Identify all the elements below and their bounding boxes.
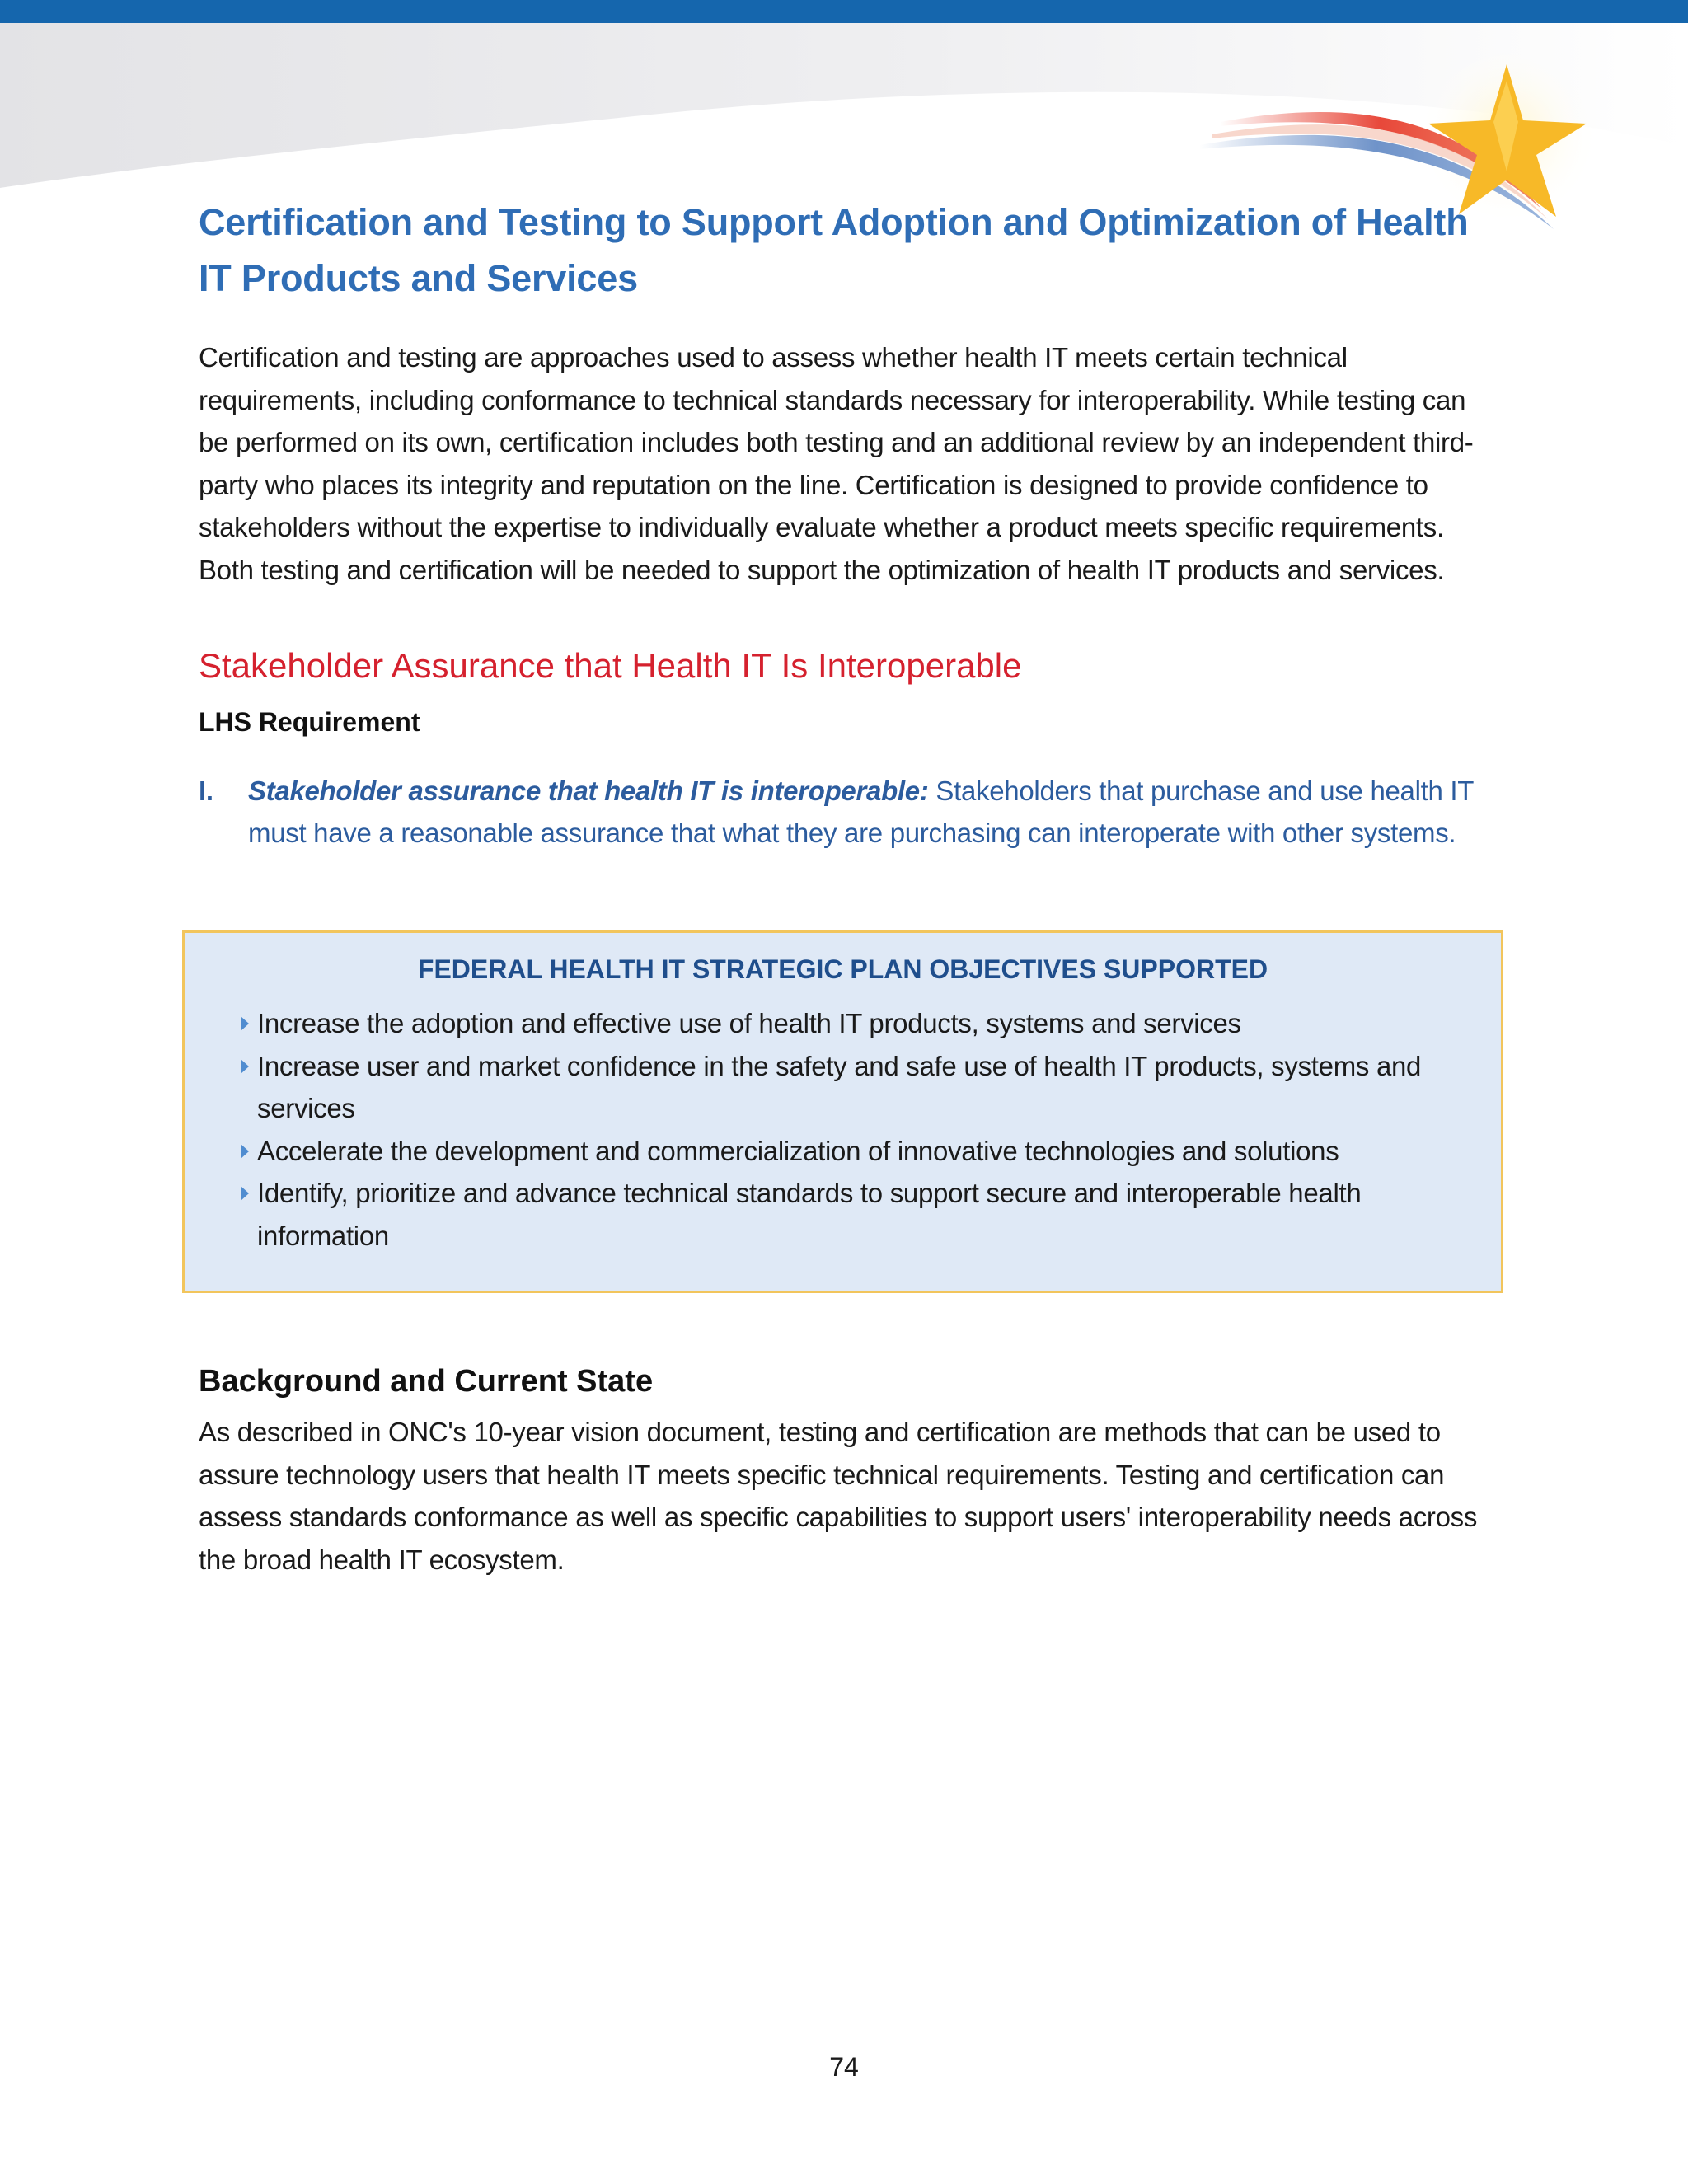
triangle-bullet-icon bbox=[241, 1059, 249, 1074]
objective-text: Accelerate the development and commercialization of innovative technologies and solutions bbox=[257, 1135, 1339, 1166]
objective-text: Increase the adoption and effective use of health IT products, systems and services bbox=[257, 1008, 1241, 1038]
list-item bbox=[218, 1045, 1451, 1130]
background-heading: Background and Current State bbox=[199, 1364, 654, 1399]
triangle-bullet-icon bbox=[241, 1186, 249, 1201]
list-item bbox=[218, 1002, 1451, 1045]
objectives-box bbox=[182, 930, 1503, 1293]
intro-paragraph: Certification and testing are approaches used to assess whether health IT meets certain technical requirements, including conformance to technical standards necessary for interoperability. While testing can be performed on its own, certification includes both testing and an additional review by an independent third-party who places its integrity and reputation on the line. Certification is designed to provide confidence to stakeholders without the expertise to individually evaluate whether a product meets specific requirements. Both testing and certification will be needed to support the optimization of health IT products and services. bbox=[199, 342, 1474, 585]
list-item bbox=[218, 1172, 1451, 1257]
main-content bbox=[199, 194, 1501, 855]
lhs-requirement-label: LHS Requirement bbox=[199, 706, 420, 737]
requirement-text: Stakeholders that purchase and use health IT must have a reasonable assurance that what they are purchasing can interoperate with other systems. bbox=[248, 775, 1474, 849]
top-color-bar bbox=[0, 0, 1688, 23]
objectives-list bbox=[218, 1002, 1451, 1258]
page-number: 74 bbox=[829, 2052, 859, 2082]
list-item bbox=[218, 1130, 1451, 1173]
objectives-box-title: FEDERAL HEALTH IT STRATEGIC PLAN OBJECTIVES SUPPORTED bbox=[417, 954, 1268, 984]
background-paragraph: As described in ONC's 10-year vision document, testing and certification are methods that can be used to assure technology users that health IT meets specific technical requirements. Testing and certification can assess standards conformance as well as specific capabilities to support users' interoperability needs across the broad health IT ecosystem. bbox=[199, 1417, 1478, 1575]
objective-text: Increase user and market confidence in the safety and safe use of health IT products, systems and services bbox=[257, 1050, 1422, 1124]
triangle-bullet-icon bbox=[241, 1144, 249, 1159]
objective-text: Identify, prioritize and advance technical standards to support secure and interoperable health information bbox=[257, 1178, 1362, 1251]
requirement-number: I. bbox=[199, 775, 213, 806]
page-title: Certification and Testing to Support Adoption and Optimization of Health IT Products and Services bbox=[199, 201, 1469, 299]
requirement-lead: Stakeholder assurance that health IT is interoperable: bbox=[248, 775, 929, 806]
triangle-bullet-icon bbox=[241, 1016, 249, 1031]
background-section bbox=[199, 1358, 1501, 1581]
requirement-item bbox=[199, 770, 1501, 855]
section-heading: Stakeholder Assurance that Health IT Is Interoperable bbox=[199, 645, 1022, 685]
